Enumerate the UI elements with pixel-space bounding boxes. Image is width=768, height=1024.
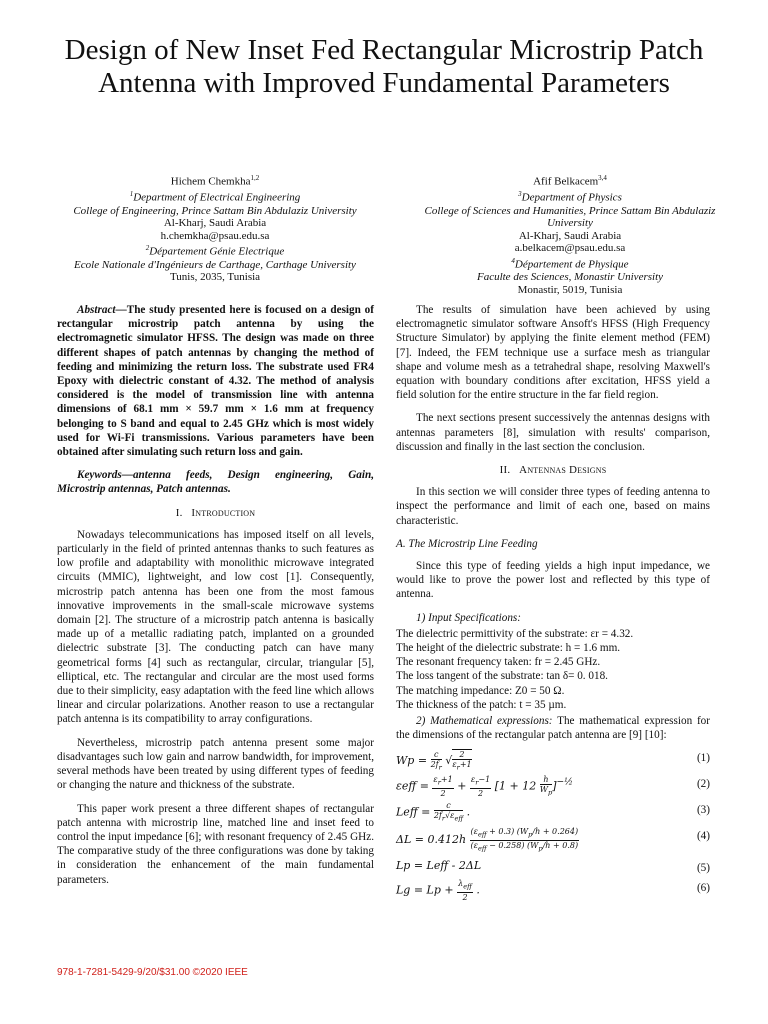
equation-number: (2) xyxy=(696,778,710,791)
section-number: I. xyxy=(175,506,183,519)
section-heading-introduction xyxy=(57,506,374,520)
affiliation-line: $^2$Département Génie Electrique xyxy=(145,244,285,258)
equation-expression: Leff = $\frac{c}{2f_r√\varepsilon_{eff}}$ . xyxy=(396,801,471,824)
equation-number: (5) xyxy=(696,862,710,875)
body-paragraph: Since this type of feeding yields a high input impedance, we would like to prove the power lost and reflected by this type of antenna. xyxy=(396,560,710,601)
section-heading-designs xyxy=(396,463,710,477)
abstract: Abstract—The study presented here is focused on a design of rectangular microstrip patch antenna by using the electromagnetic simulator HFSS. The design was made on three different shapes of patch antennas by changing the method of feeding and minimizing the return loss. The substrate used FR4 Epoxy with dielectric constant of 4.32. The method of analysis considered is the model of transmission line with antenna dimensions of 68.1 mm × 59.7 mm × 1.6 mm at frequency belonging to S band and equal to 2.45 GHz which is most widely used for Wi-Fi transmissions. Various parameters have been obtained after simulating such return loss and gain. xyxy=(57,304,374,459)
right-column xyxy=(396,303,710,902)
fraction: $\frac{2}{\varepsilon_r+1}$ xyxy=(452,750,472,773)
equation-expression: Wp = $\frac{c}{2f_r}$ √ $\frac{2}{\varepsilon_r+1}$ xyxy=(396,749,472,773)
equation-expression: Lg = Lp + $\frac{\lambda_{eff}}{2}$ . xyxy=(396,879,480,903)
equation-expression: Lp = Leff - 2ΔL xyxy=(396,859,482,873)
author-name: Afif Belkacem$^{3,4}$ xyxy=(533,174,607,188)
equation-number: (3) xyxy=(696,804,710,817)
abstract-label: Abstract xyxy=(77,304,116,316)
left-column xyxy=(57,303,374,896)
fraction: $\frac{c}{2f_r}$ xyxy=(430,749,442,772)
spec-line: The resonant frequency taken: fr = 2.45 GHz. xyxy=(396,656,601,669)
copyright-footer: 978-1-7281-5429-9/20/$31.00 ©2020 IEEE xyxy=(57,967,248,978)
spec-line: The height of the dielectric substrate: h = 1.6 mm. xyxy=(396,642,621,655)
equation-lhs: Lg = Lp + xyxy=(396,883,454,897)
intro-paragraph: Nevertheless, microstrip patch antenna present some major disadvantages such low gain and narrow bandwidth, for improvement, several methods have been treated by using different types of feeding or changing the nature and thickness of the substrate. xyxy=(57,736,374,792)
keywords-text: antenna feeds, Design engineering, Gain, Microstrip antennas, Patch antennas. xyxy=(57,469,374,496)
equation-lhs: εeff = xyxy=(396,779,429,793)
affiliation-line: $^4$Département de Physique xyxy=(511,256,629,271)
affiliation-line: Ecole Nationale d'Ingénieurs de Carthage, Carthage University xyxy=(74,258,356,271)
body-paragraph: In this section we will consider three types of feeding antenna to inspect the performance and limit of each one, based on mains characteristic. xyxy=(396,486,710,527)
math-text: The mathematical expression for the dimensions of the rectangular patch antenna are [9] [10]: xyxy=(396,715,710,742)
section-title: Introduction xyxy=(191,506,256,519)
equation-6 xyxy=(396,876,710,903)
equation-lhs: Leff = xyxy=(396,805,431,819)
equation-lhs: ΔL = 0.412h xyxy=(396,833,467,847)
spec-line: The dielectric permittivity of the substrate: εr = 4.32. xyxy=(396,627,634,640)
affiliation-line: a.belkacem@psau.edu.sa xyxy=(514,242,626,255)
spec-line: The matching impedance: Z0 = 50 Ω. xyxy=(396,684,565,697)
math-label: 2) Mathematical expressions: xyxy=(416,715,553,728)
math-intro xyxy=(396,714,710,742)
affiliation-line: Faculte des Sciences, Monastir University xyxy=(476,271,664,284)
intro-paragraph: This paper work present a three different shapes of rectangular patch antenna with microstrip line, matched line and inset feed to control the input impedance [6]; with resonant frequency of 2.45 GHz. The comparative study of the three configurations was done by taking in consideration the enhancement of the main fundamental parameters. xyxy=(57,802,374,886)
equation-5 xyxy=(396,856,710,874)
affiliation-line: $^3$Department of Physics xyxy=(518,190,622,204)
affiliation-line: Al-Kharj, Saudi Arabia xyxy=(518,229,622,242)
affiliation-line: Tunis, 2035, Tunisia xyxy=(169,271,261,284)
paper-title: Design of New Inset Fed Rectangular Microstrip Patch Antenna with Improved Fundamental Parameters xyxy=(64,34,704,99)
equation-number: (4) xyxy=(696,830,710,843)
spec-line: The thickness of the patch: t = 35 µm. xyxy=(396,698,567,711)
equation-4 xyxy=(396,824,710,854)
equation-expression: ΔL = 0.412h $\frac{(\varepsilon_{eff} + 0.3) (W_p/h + 0.264)}{(\varepsilon_{eff} - 0.258) (W_p/h + 0.8)}$ xyxy=(396,827,579,853)
affiliation-line: College of Sciences and Humanities, Prince Sattam Bin Abdulaziz University xyxy=(424,204,716,230)
author-block-1 xyxy=(60,172,370,284)
intro-paragraph: Nowadays telecommunications has imposed itself on all levels, particularly in the field of printed antennas thanks to such features as low profile and adaptability with monolithic microwave integrated circuits (MMIC), lightweight, and low cost [1]. Consequently, microstrip patch antenna has been one from the most famous innovative improvements in the small-scale microwave systems domain [2]. The structure of a microstrip patch antenna is basically made up of a metallic radiating patch, implanted on a grounded dielectric substrate [3]. The conducting patch can have many geometrical forms [4] such as rectangular, circular, triangular [5], elliptical, etc. The rectangular and circular are the most used forms due to their simplicity, easy adaptation with the feed line which allows linear and circular polarizations. Another reason to use a rectangular patch antenna is its compatibility to array configurations. xyxy=(57,528,374,726)
author-name: Hichem Chemkha$^{1,2}$ xyxy=(170,174,260,188)
keywords-label: Keywords xyxy=(77,469,122,482)
body-paragraph: The results of simulation have been achieved by using electromagnetic simulator software Ansoft's HFSS (High Frequency Structure Simulator) by applying the finite element method (FEM) [7]. Indeed, the FEM technique use a surface mesh as triangular shape and volume mesh as a tetrahedral shape, resolving Maxwell's equation with boundary conditions after excitation, HFSS yield a field solution for the entire structure in the far field region. xyxy=(396,304,710,402)
author-block-2 xyxy=(410,172,730,296)
affiliation-line: Monastir, 5019, Tunisia xyxy=(517,283,623,296)
body-paragraph: The next sections present successively the antennas designs with antennas parameters [8], simulation with results' comparison, discussion and finally in the last section the conclusion. xyxy=(396,412,710,453)
abstract-text: The study presented here is focused on a design of rectangular microstrip patch antenna by using the electromagnetic simulator HFSS. The design was made on three different shapes of patch antennas by changing the method of feeding and minimizing the return loss. The substrate used FR4 Epoxy with dielectric constant of 4.32. The method of analysis considered is the model of transmission line with antenna dimensions of 68.1 mm × 59.7 mm × 1.6 mm at frequency belonging to S band and equal to 2.45 GHz which is most widely used for Wi-Fi transmissions. Various parameters have been obtained after simulating such return loss and gain. xyxy=(57,304,374,459)
affiliation-line: $^1$Department of Electrical Engineering xyxy=(129,190,301,204)
equation-number: (6) xyxy=(696,882,710,895)
equation-2 xyxy=(396,772,710,799)
affiliation-line: Al-Kharj, Saudi Arabia xyxy=(163,217,267,230)
spec-line: The loss tangent of the substrate: tan δ= 0. 018. xyxy=(396,670,608,683)
subsection-heading: A. The Microstrip Line Feeding xyxy=(396,537,538,550)
equation-3 xyxy=(396,798,710,822)
equation-lhs: Wp = xyxy=(396,754,428,768)
affiliation-line: College of Engineering, Prince Sattam Bin Abdulaziz University xyxy=(73,204,357,217)
equation-1 xyxy=(396,746,710,773)
equation-expression: εeff = $\frac{\varepsilon_r+1}{2}$ + $\frac{\varepsilon_r-1}{2}$ [1 + 12 $\frac{h}{W_p}$ ]$^{-\frac{1}{2}}$ xyxy=(396,775,574,799)
affiliation-line: h.chemkha@psau.edu.sa xyxy=(160,229,270,242)
equation-number: (1) xyxy=(696,752,710,765)
subsubsection-heading: 1) Input Specifications: xyxy=(416,611,522,624)
keywords: Keywords—antenna feeds, Design engineering, Gain, Microstrip antennas, Patch antennas. xyxy=(57,469,374,496)
section-number: II. xyxy=(499,464,511,477)
section-title: Antennas Designs xyxy=(519,464,607,477)
